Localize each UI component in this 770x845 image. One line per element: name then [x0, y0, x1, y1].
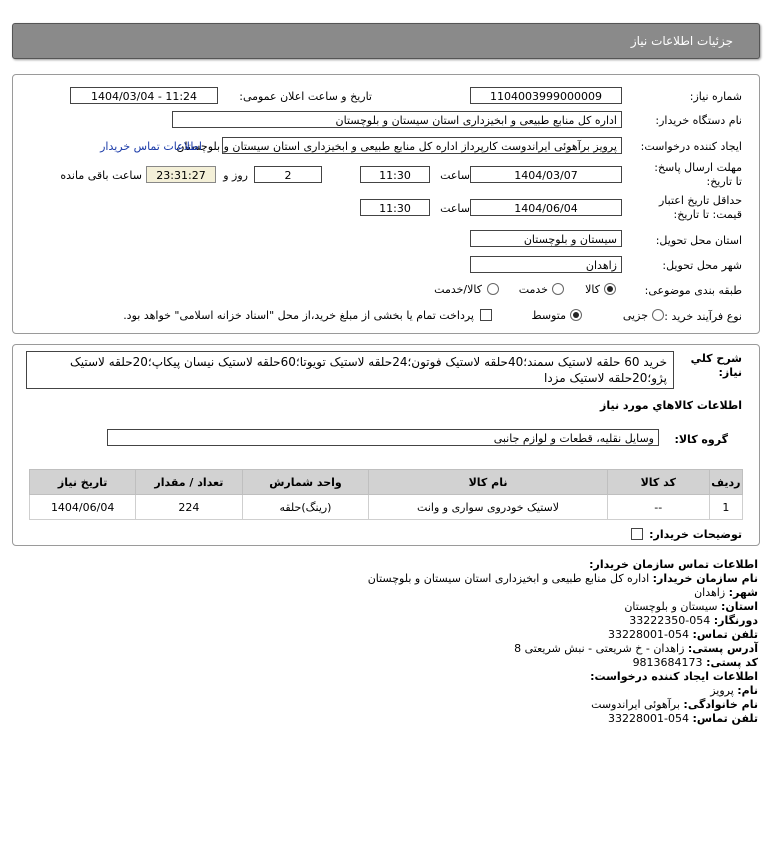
buyer-org-label: نام دستگاه خریدار: — [655, 114, 742, 127]
buyer-org-field: اداره کل منابع طبیعی و ابخیزداری استان سیستان و بلوچستان — [172, 111, 622, 128]
creator-field: پرویز برآهوئی ایراندوست کارپرداز اداره کل منابع طبیعی و ابخیزداری استان سیستان و بلوچستان — [222, 137, 622, 154]
category-both-label: کالا/خدمت — [434, 283, 482, 296]
col-code: کد کالا — [607, 470, 709, 495]
contact-title: اطلاعات تماس سازمان خریدار: — [589, 558, 758, 571]
purchase-medium-label: متوسط — [531, 309, 566, 322]
buyer-notes-label: توضیحات خریدار: — [649, 528, 742, 541]
contact-phone: تلفن تماس: 054-33228001 — [608, 628, 758, 641]
remaining-time-field: 23:31:27 — [146, 166, 216, 183]
purchase-minor-label: جزیی — [622, 309, 648, 322]
cell-date: 1404/06/04 — [30, 495, 136, 520]
days-label: روز و — [223, 169, 248, 182]
validity-date-field: 1404/06/04 — [470, 199, 622, 216]
contact-city: شهر: زاهدان — [694, 586, 758, 599]
province-field: سیستان و بلوچستان — [470, 230, 622, 247]
city-label: شهر محل تحویل: — [662, 259, 742, 272]
goods-group-field: وسایل نقلیه، قطعات و لوازم جانبی — [107, 429, 659, 446]
col-row: ردیف — [709, 470, 742, 495]
category-label: طبقه بندی موضوعی: — [644, 284, 742, 297]
category-radio-service[interactable] — [552, 282, 564, 295]
purchase-radio-minor[interactable] — [652, 308, 664, 321]
goods-table — [29, 469, 743, 520]
goods-table-header — [30, 470, 743, 495]
cell-code: -- — [607, 495, 709, 520]
col-date: تاریخ نیاز — [30, 470, 136, 495]
summary-text-box — [26, 351, 674, 389]
validity-time-label: ساعت — [440, 202, 470, 215]
validity-label: حداقل تاریخ اعتبار قیمت: تا تاریخ: — [658, 194, 742, 221]
cell-qty: 224 — [136, 495, 242, 520]
cell-row: 1 — [709, 495, 742, 520]
days-field: 2 — [254, 166, 322, 183]
treasury-payment-note: پرداخت تمام یا بخشی از مبلغ خرید،از محل "اسناد خزانه اسلامی" خواهد بود. — [123, 309, 474, 322]
cell-unit: (رینگ)حلقه — [242, 495, 369, 520]
deadline-date-field: 1404/03/07 — [470, 166, 622, 183]
table-row — [30, 495, 743, 520]
contact-province: استان: سیستان و بلوچستان — [624, 600, 758, 613]
treasury-payment-checkbox[interactable] — [480, 308, 492, 321]
col-name: نام کالا — [369, 470, 607, 495]
deadline-time-label: ساعت — [440, 169, 470, 182]
col-qty: تعداد / مقدار — [136, 470, 242, 495]
announce-field: 1404/03/04 - 11:24 — [70, 87, 218, 104]
deadline-time-field: 11:30 — [360, 166, 430, 183]
deadline-label: مهلت ارسال پاسخ: تا تاریخ: — [654, 161, 742, 188]
col-unit: واحد شمارش — [242, 470, 369, 495]
creator-label: ایجاد کننده درخواست: — [640, 140, 742, 153]
creator-name: نام: پرویز — [710, 684, 758, 697]
purchase-type-label: نوع فرآیند خرید : — [664, 310, 742, 323]
buyer-contact-link[interactable]: اطلاعات تماس خریدار — [100, 140, 202, 153]
contact-fax: دورنگار: 054-33222350 — [629, 614, 758, 627]
city-field: زاهدان — [470, 256, 622, 273]
page-header — [12, 23, 760, 59]
need-number-label: شماره نیاز: — [689, 90, 742, 103]
province-label: استان محل تحویل: — [655, 234, 742, 247]
category-radio-both[interactable] — [487, 282, 499, 295]
contact-postal: کد پستی: 9813684173 — [632, 656, 758, 669]
buyer-notes-checkbox[interactable] — [631, 527, 643, 540]
summary-label: شرح کلي نياز: — [690, 352, 742, 379]
contact-address: آدرس پستی: زاهدان - خ شریعتی - نبش شریعتی 8 — [514, 642, 758, 655]
category-service-label: خدمت — [518, 283, 548, 296]
summary-text-line2: پژو؛20حلقه لاستیک مزدا — [544, 371, 667, 385]
category-goods-label: کالا — [585, 283, 600, 296]
cell-name: لاستیک خودروی سواری و وانت — [369, 495, 607, 520]
announce-label: تاریخ و ساعت اعلان عمومی: — [239, 90, 372, 103]
creator-family: نام خانوادگی: برآهوئی ایراندوست — [591, 698, 758, 711]
need-number-field: 1104003999000009 — [470, 87, 622, 104]
remaining-label: ساعت باقی مانده — [60, 169, 142, 182]
page-title: جزئیات اطلاعات نیاز — [630, 34, 733, 48]
category-radio-goods[interactable] — [604, 282, 616, 295]
contact-org: نام سازمان خریدار: اداره کل منابع طبیعی و ابخیزداری استان سیستان و بلوچستان — [367, 572, 758, 585]
validity-time-field: 11:30 — [360, 199, 430, 216]
purchase-radio-medium[interactable] — [570, 308, 582, 321]
goods-group-label: گروه کالا: — [674, 433, 728, 446]
summary-text-line1: خرید 60 حلقه لاستیک سمند؛40حلقه لاستیک فوتون؛24حلقه لاستیک تویوتا؛60حلقه لاستیک نیسان پیکاپ؛20حلقه لاستیک — [70, 355, 667, 369]
creator-title: اطلاعات ایجاد کننده درخواست: — [590, 670, 758, 683]
creator-phone: تلفن تماس: 054-33228001 — [608, 712, 758, 725]
goods-section-title: اطلاعات کالاهاي مورد نياز — [600, 399, 742, 412]
